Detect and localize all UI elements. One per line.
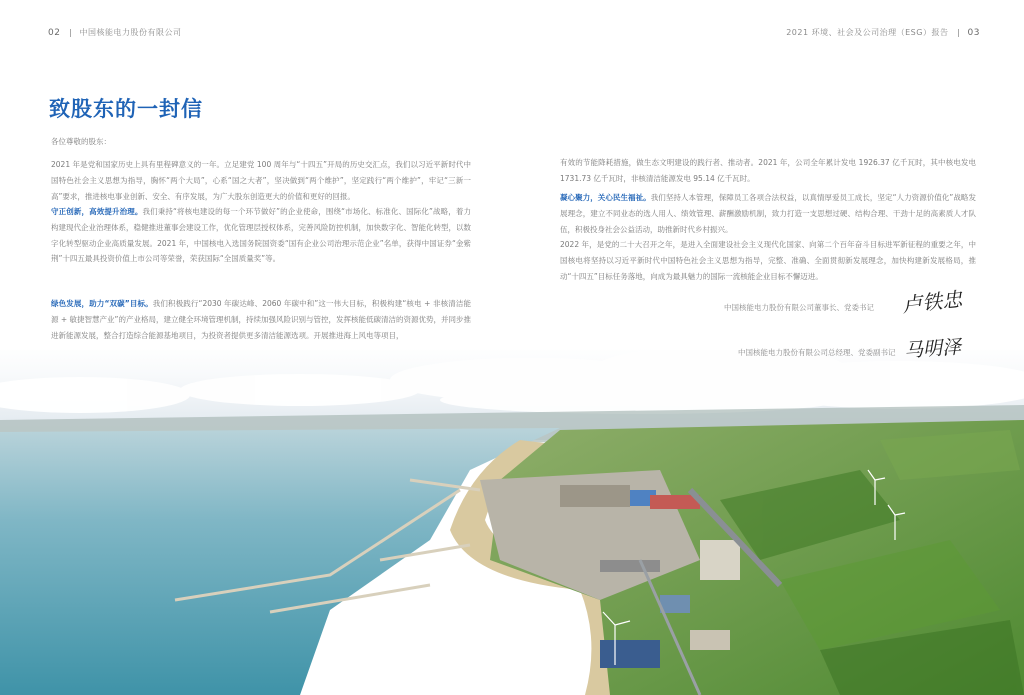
- left-page-header: [48, 27, 182, 38]
- governance-text: 我们秉持“将核电建设的每一个环节做好”的企业使命，围绕“市场化、标准化、国际化”战略，着力构建现代企业治理体系，稳健推进董事会建设工作，优化管理层授权体系，完善风险防控机制，加快数字化、智能化转型，以数字化转型驱动企业高质量发展。2021 年，中国核电入选国务院国资委“国有企业公司治理示范企业”名单，获得中国证券“金紫荆”十四五最具投资价值上市公司等荣誉，荣获国际“全国质量奖”等。: [51, 207, 472, 264]
- president-signature: 马明泽: [903, 336, 962, 362]
- green-development-text: 我们积极践行“2030 年碳达峰、2060 年碳中和”这一伟大目标，积极构建“核电 + 非核清洁能源 + 敏捷智慧产业”的产业格局，建立健全环境管理机制，持续加强风险识别与管控，发挥核能低碳清洁的资源优势，并同步推进新能源发展，整合打造综合能源基地项目，为投资者提供更多清洁能源选项。开展推进海上风电等项目，: [51, 299, 471, 340]
- green-development-paragraph: [51, 296, 471, 344]
- header-divider: [958, 29, 959, 37]
- salutation: 各位尊敬的股东：: [51, 137, 111, 146]
- right-page: [512, 0, 1024, 695]
- chairman-title: 中国核能电力股份有限公司董事长、党委书记: [724, 303, 874, 312]
- chairman-signature: 卢铁忠: [901, 286, 964, 318]
- people-paragraph: [560, 190, 976, 237]
- outlook-paragraph: 2022 年，是党的二十大召开之年，是进入全面建设社会主义现代化国家、向第二个百年奋斗目标进军新征程的重要之年，中国核电将坚持以习近平新时代中国特色社会主义思想为指导，完整、准确、全面贯彻新发展理念，加快构建新发展格局，推动“十四五”目标任务落地，向成为最具魅力的国际一流核能企业目标不懈迈进。: [560, 240, 976, 281]
- emissions-paragraph: 有效的节能降耗措施，做生态文明建设的践行者、推动者。2021 年，公司全年累计发电 1926.37 亿千瓦时，其中核电发电 1731.73 亿千瓦时，非核清洁能源发电 95.14 亿千瓦时。: [560, 158, 976, 183]
- president-title: 中国核能电力股份有限公司总经理、党委副书记: [738, 348, 896, 357]
- report-title: 2021 环境、社会及公司治理（ESG）报告: [786, 28, 949, 37]
- company-name: 中国核能电力股份有限公司: [79, 28, 182, 37]
- left-page-number: 02: [48, 28, 61, 38]
- right-page-header: [786, 27, 980, 38]
- people-lead: 凝心聚力，关心民生福祉。: [560, 193, 651, 202]
- intro-paragraph: 2021 年是党和国家历史上具有里程碑意义的一年。立足建党 100 周年与“十四五”开局的历史交汇点，我们以习近平新时代中国特色社会主义思想为指导，胸怀“两个大局”，心系“国之大者”，坚决做到“两个维护”，坚定践行“两个维护”，牢记“三新一高”要求，推进核电事业创新、安全、有序发展，为广大股东创造更大的价值和更好的回报。: [51, 160, 471, 201]
- page-title: 致股东的一封信: [49, 97, 203, 121]
- governance-lead: 守正创新，高效提升治理。: [51, 207, 143, 216]
- header-divider: [70, 29, 71, 37]
- governance-paragraph: [51, 204, 471, 267]
- green-development-lead: 绿色发展，助力“双碳”目标。: [51, 299, 153, 308]
- right-page-number: 03: [967, 28, 980, 38]
- people-text: 我们坚持人本管理，保障员工各项合法权益，以真情厚爱员工成长，坚定“人力资源价值化”战略发展理念，建立不同业态的选人用人、绩效管理、薪酬激励机制，致力打造一支思想过硬、结构合理、干劲十足的高素质人才队伍，积极投身社会公益活动，助推新时代乡村振兴。: [560, 193, 976, 234]
